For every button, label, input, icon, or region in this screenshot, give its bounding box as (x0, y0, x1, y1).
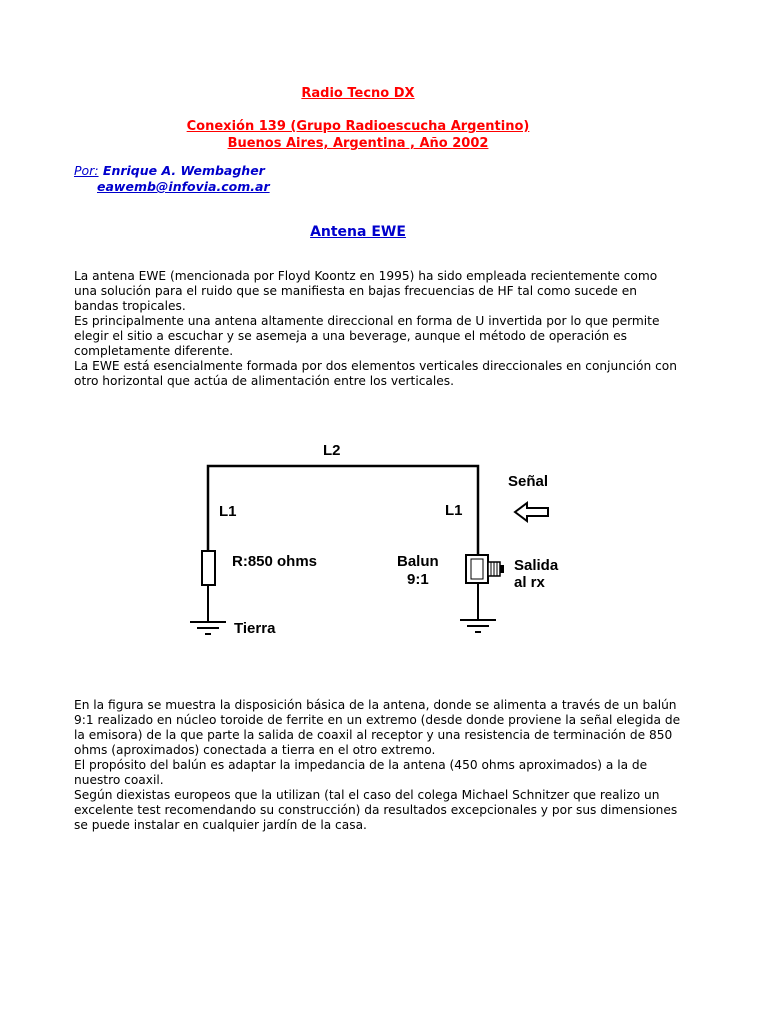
label-l2: L2 (323, 442, 341, 459)
document-subtitle-line1: Conexión 139 (Grupo Radioescucha Argentino) (186, 119, 530, 134)
text-line: ohms (aproximados) conectada a tierra en el otro extremo. (74, 743, 436, 757)
text-line: otro horizontal que actúa de alimentación entre los verticales. (74, 374, 454, 388)
text-line: Según diexistas europeos que la utilizan (tal el caso del colega Michael Schnitzer que realizo un (74, 788, 660, 802)
text-line: 9:1 realizado en núcleo toroide de ferrite en un extremo (desde donde proviene la señal elegida de (74, 713, 681, 727)
author-name: Enrique A. Wembagher (102, 163, 265, 178)
label-l1-left: L1 (219, 503, 237, 520)
text-line: excelente test recomendando su construcción) da resultados excepcionales y por sus dimensiones (74, 803, 678, 817)
text-line: una solución para el ruido que se manifiesta en bajas frecuencias de HF tal como sucede en (74, 284, 637, 298)
ground-icon-right (460, 620, 496, 632)
signal-arrow-icon (515, 503, 548, 521)
document-subtitle-line2: Buenos Aires, Argentina , Año 2002 (227, 136, 489, 151)
label-l1-right: L1 (445, 502, 463, 519)
text-line: elegir el sitio a escuchar y se asemeja a una beverage, aunque el método de operación es (74, 329, 627, 343)
text-line: la emisora) de la que parte la salida de coaxil al receptor y una resistencia de terminación de 850 (74, 728, 673, 742)
section-title: Antena EWE (310, 224, 406, 240)
document-title: Radio Tecno DX (301, 86, 415, 101)
text-line: Es principalmente una antena altamente direccional en forma de U invertida por lo que permite (74, 314, 660, 328)
text-line: completamente diferente. (74, 344, 234, 358)
antenna-diagram (180, 430, 580, 645)
author-line (74, 163, 265, 178)
label-output-line1: Salida (514, 557, 559, 574)
coax-connector-icon (488, 562, 504, 576)
text-line: La antena EWE (mencionada por Floyd Koontz en 1995) ha sido empleada recientemente como (74, 269, 658, 283)
text-line: bandas tropicales. (74, 299, 186, 313)
label-output-line2: al rx (514, 574, 545, 591)
resistor-symbol (202, 551, 215, 585)
text-line: nuestro coaxil. (74, 773, 164, 787)
explanation-paragraph (74, 698, 680, 833)
intro-paragraph (74, 269, 677, 389)
author-email-link[interactable]: eawemb@infovia.com.ar (97, 179, 270, 194)
author-prefix: Por: (74, 163, 99, 178)
text-line: La EWE está esencialmente formada por dos elementos verticales direccionales en conjunción con (74, 359, 677, 373)
label-signal: Señal (508, 473, 549, 490)
label-ground: Tierra (234, 620, 276, 637)
label-balun-line2: 9:1 (407, 571, 429, 588)
label-balun-line1: Balun (397, 553, 439, 570)
antenna-wire (208, 466, 478, 555)
text-line: El propósito del balún es adaptar la impedancia de la antena (450 ohms aproximados) a la de (74, 758, 648, 772)
label-resistor: R:850 ohms (232, 553, 318, 570)
text-line: En la figura se muestra la disposición básica de la antena, donde se alimenta a través de un balún (74, 698, 677, 712)
text-line: se puede instalar en cualquier jardín de la casa. (74, 818, 367, 832)
ground-icon-left (190, 622, 226, 634)
